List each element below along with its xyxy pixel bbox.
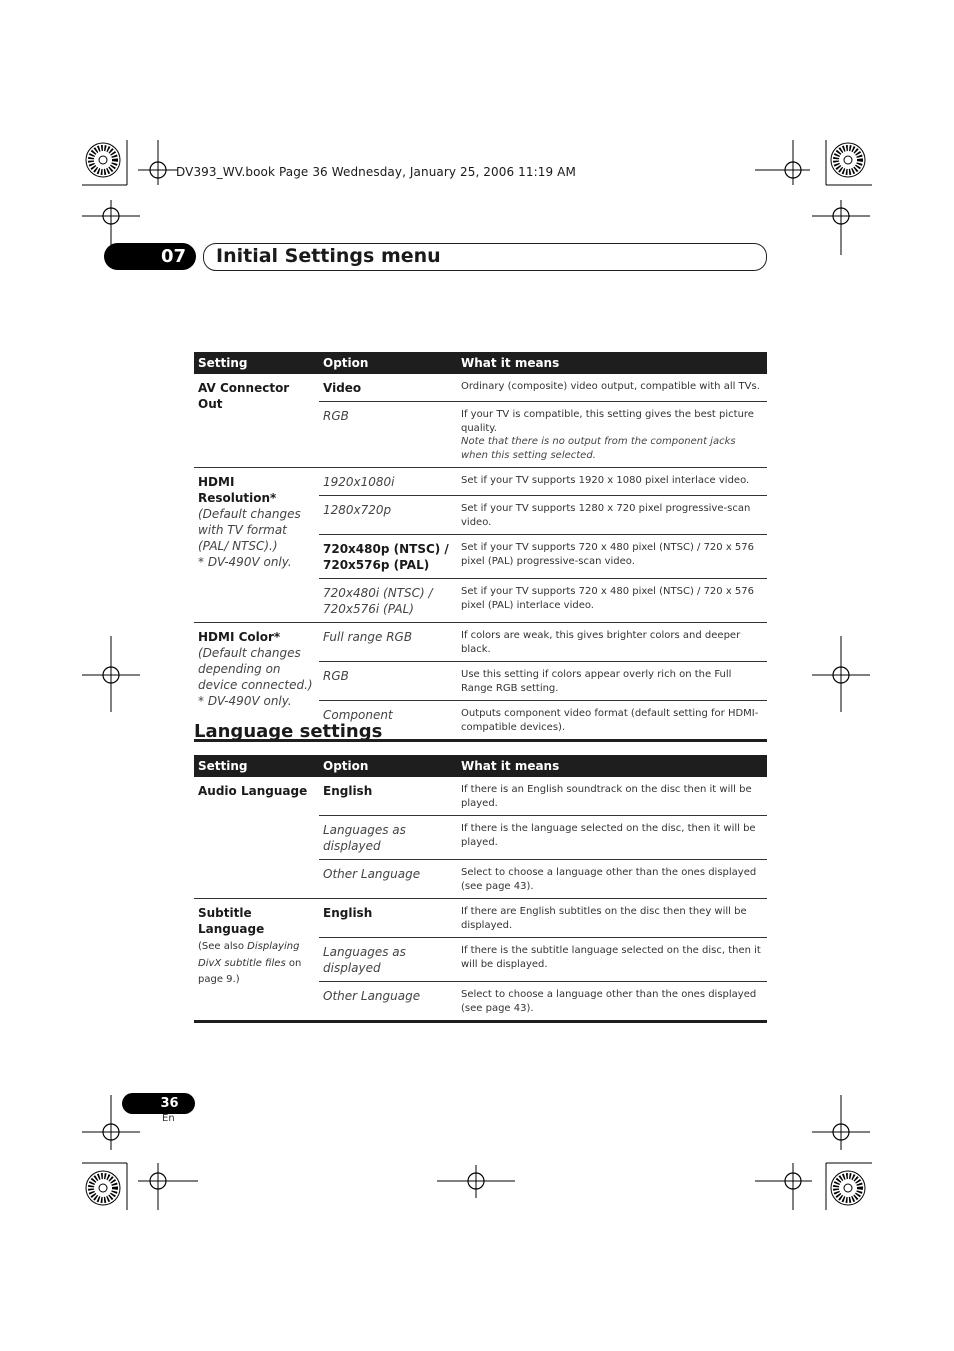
option-video: Video — [323, 381, 362, 395]
crosshair-mark — [755, 155, 810, 185]
meaning-rgb — [457, 402, 767, 468]
starburst-mark-top-right — [831, 143, 865, 177]
crosshair-mark — [755, 1163, 812, 1210]
header-meaning: What it means — [457, 755, 767, 777]
crosshair-mark — [812, 1095, 870, 1150]
crosshair-mark — [138, 155, 178, 185]
table-bottom-rule — [194, 1020, 767, 1023]
option-rgb-color: RGB — [319, 662, 457, 701]
book-file-header: DV393_WV.book Page 36 Wednesday, January 25, 2006 11:19 AM — [176, 165, 576, 179]
option-languages-as-displayed-audio: Languages as displayed — [319, 816, 457, 860]
setting-hdmi-color-label: HDMI Color* — [198, 630, 281, 644]
option-languages-as-displayed-subtitle: Languages as displayed — [319, 938, 457, 982]
meaning-720x480i: Set if your TV supports 720 x 480 pixel (NTSC) / 720 x 576 pixel (PAL) interlace video. — [457, 579, 767, 623]
option-english-audio: English — [323, 784, 373, 798]
meaning-video: Ordinary (composite) video output, compatible with all TVs. — [461, 381, 760, 392]
setting-hdmi-color-note: (Default changes depending on device connected.) — [198, 646, 313, 692]
setting-subtitle-language — [194, 899, 319, 1021]
table-row — [194, 777, 767, 816]
meaning-english-audio: If there is an English soundtrack on the disc then it will be played. — [461, 784, 752, 809]
crosshair-mark — [812, 200, 870, 255]
see-also-prefix: (See also — [198, 941, 248, 952]
meaning-component: Outputs component video format (default setting for HDMI-compatible devices). — [457, 701, 767, 740]
meaning-other-language-audio: Select to choose a language other than the ones displayed (see page 43). — [457, 860, 767, 899]
meaning-rgb-note: Note that there is no output from the component jacks when this setting selected. — [461, 436, 736, 461]
header-setting: Setting — [194, 755, 319, 777]
option-1280x720p: 1280x720p — [319, 496, 457, 535]
setting-subtitle-language-label: Subtitle Language — [198, 906, 265, 936]
option-full-range-rgb: Full range RGB — [319, 623, 457, 662]
see-also-suffix: on page 9.) — [198, 957, 302, 985]
crosshair-mark — [138, 1163, 198, 1210]
setting-hdmi-resolution-model: * DV-490V only. — [198, 555, 292, 569]
meaning-720x480p: Set if your TV supports 720 x 480 pixel (NTSC) / 720 x 576 pixel (PAL) progressive-scan video. — [457, 535, 767, 579]
option-1920x1080i: 1920x1080i — [319, 468, 457, 496]
setting-av-connector-out: AV Connector Out — [198, 381, 290, 411]
starburst-mark-top-left — [86, 143, 120, 177]
starburst-mark-bottom-right — [831, 1171, 865, 1205]
page-number: 36 — [160, 1096, 179, 1111]
meaning-1920x1080i: Set if your TV supports 1920 x 1080 pixel interlace video. — [457, 468, 767, 496]
setting-hdmi-resolution — [194, 468, 319, 623]
option-other-language-subtitle: Other Language — [319, 982, 457, 1021]
video-settings-table — [194, 352, 767, 742]
meaning-languages-as-displayed-subtitle: If there is the subtitle language selected on the disc, then it will be displayed. — [457, 938, 767, 982]
option-english-subtitle: English — [319, 899, 457, 938]
meaning-rgb-text: If your TV is compatible, this setting gives the best picture quality. — [461, 409, 754, 434]
meaning-1280x720p: Set if your TV supports 1280 x 720 pixel progressive-scan video. — [457, 496, 767, 535]
header-option: Option — [319, 352, 457, 374]
table-row — [194, 899, 767, 938]
meaning-full-range-rgb: If colors are weak, this gives brighter colors and deeper black. — [457, 623, 767, 662]
subtitle-see-also — [198, 941, 301, 985]
option-720x480i: 720x480i (NTSC) / 720x576i (PAL) — [319, 579, 457, 623]
chapter-title: Initial Settings menu — [216, 245, 441, 267]
setting-audio-language: Audio Language — [198, 784, 308, 798]
crosshair-mark — [82, 636, 140, 712]
setting-hdmi-resolution-note: (Default changes with TV format (PAL/ NTSC).) — [198, 507, 301, 553]
meaning-other-language-subtitle: Select to choose a language other than the ones displayed (see page 43). — [457, 982, 767, 1021]
page-language: En — [162, 1113, 175, 1124]
crosshair-mark — [437, 1165, 515, 1198]
crosshair-mark — [812, 636, 870, 712]
table-row — [194, 623, 767, 662]
see-also-link: Displaying DivX subtitle files — [198, 941, 300, 969]
setting-hdmi-color-model: * DV-490V only. — [198, 694, 292, 708]
header-option: Option — [319, 755, 457, 777]
option-component: Component — [319, 701, 457, 740]
section-title: Language settings — [194, 721, 383, 742]
option-rgb: RGB — [319, 402, 457, 468]
option-other-language-audio: Other Language — [319, 860, 457, 899]
starburst-mark-bottom-left — [86, 1171, 120, 1205]
header-meaning: What it means — [457, 352, 767, 374]
meaning-english-subtitle: If there are English subtitles on the disc then they will be displayed. — [457, 899, 767, 938]
chapter-number: 07 — [160, 246, 186, 267]
header-setting: Setting — [194, 352, 319, 374]
option-720x480p: 720x480p (NTSC) / 720x576p (PAL) — [319, 535, 457, 579]
language-settings-table — [194, 755, 767, 1023]
table-row — [194, 468, 767, 496]
meaning-languages-as-displayed-audio: If there is the language selected on the disc, then it will be played. — [457, 816, 767, 860]
table-row — [194, 374, 767, 402]
meaning-rgb-color: Use this setting if colors appear overly rich on the Full Range RGB setting. — [457, 662, 767, 701]
setting-hdmi-resolution-label: HDMI Resolution* — [198, 475, 277, 505]
